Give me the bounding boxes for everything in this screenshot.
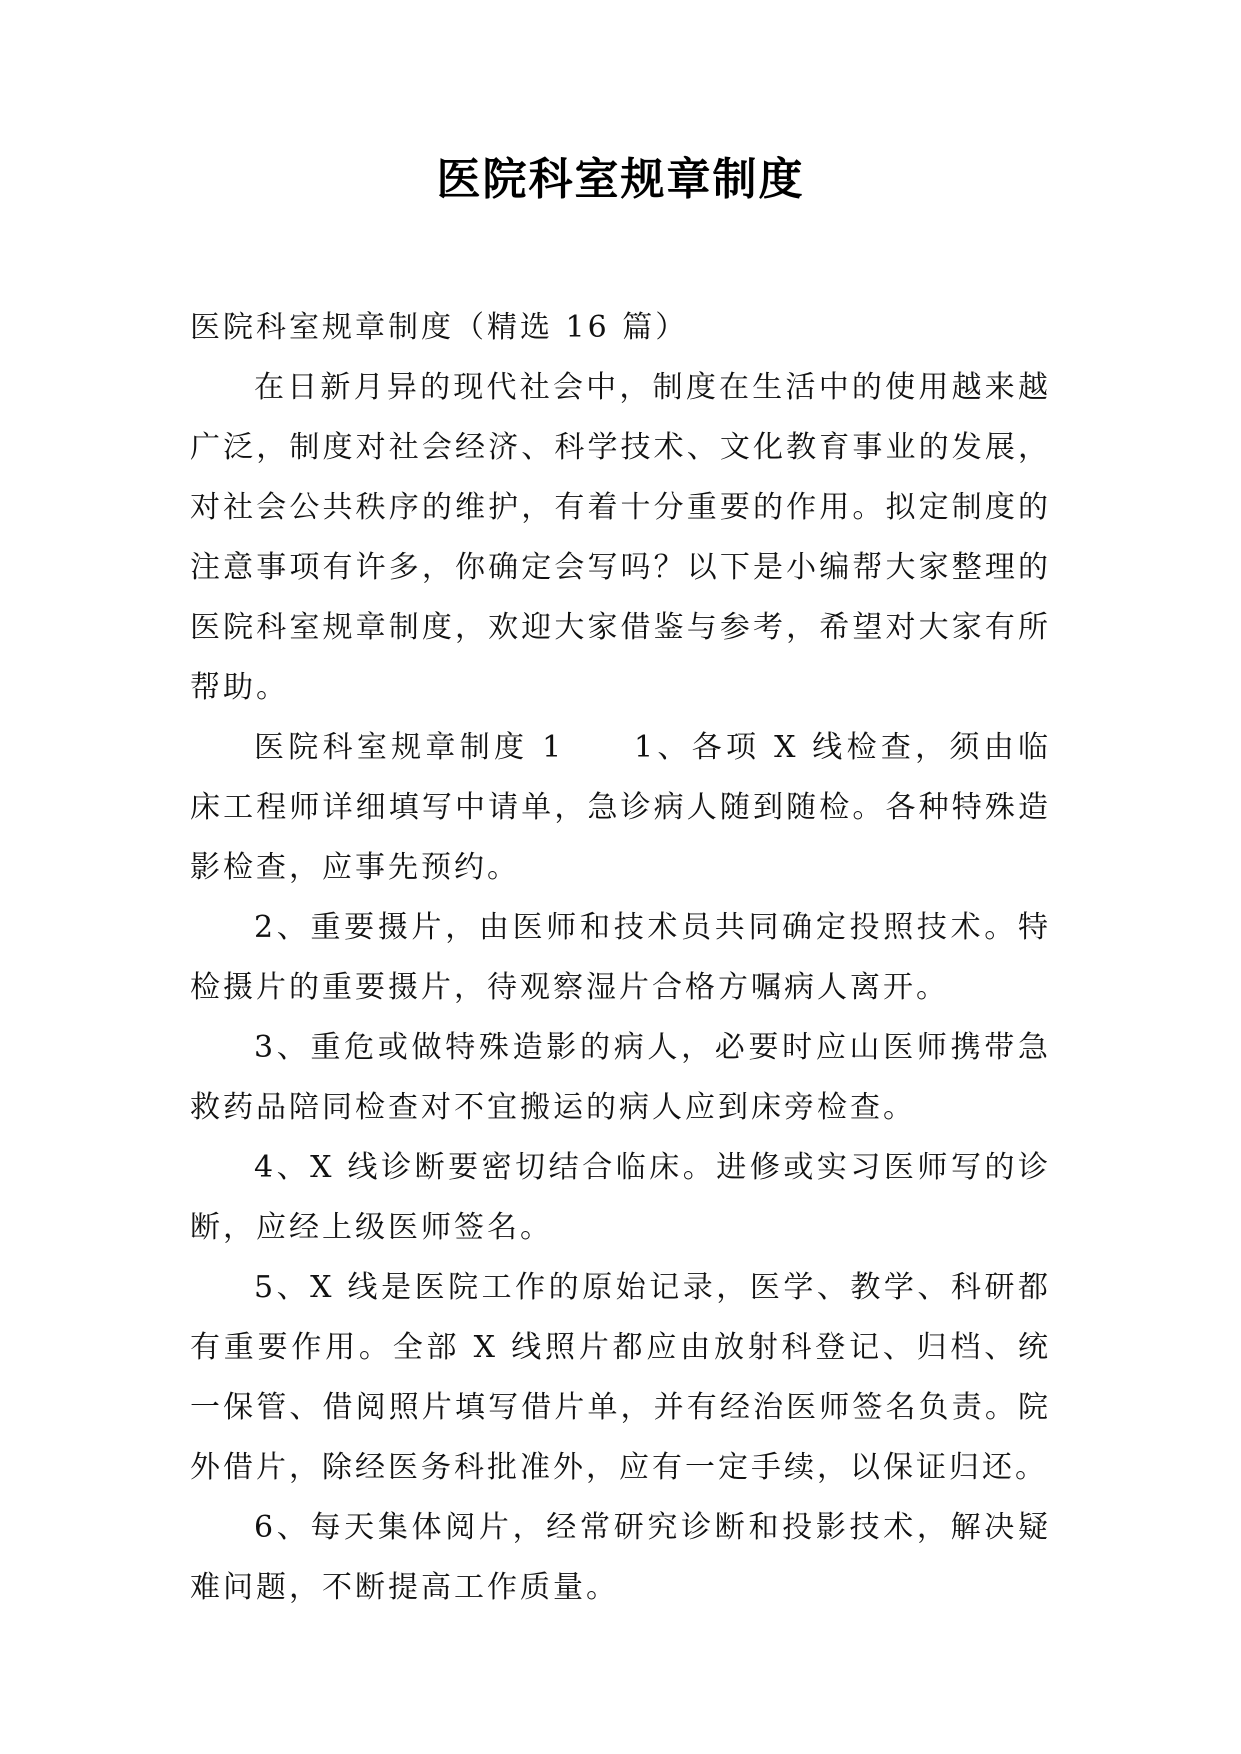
rule-paragraph-6: 6、每天集体阅片，经常研究诊断和投影技术，解决疑难问题，不断提高工作质量。 [190, 1510, 1051, 1605]
rule-paragraph-1: 医院科室规章制度 1 1、各项 X 线检查，须由临床工程师详细填写中请单，急诊病人随到随检。各种特殊造影检查，应事先预约。 [190, 730, 1051, 885]
document-title: 医院科室规章制度 [436, 154, 805, 205]
intro-paragraph: 在日新月异的现代社会中，制度在生活中的使用越来越广泛，制度对社会经济、科学技术、文化教育事业的发展，对社会公共秩序的维护，有着十分重要的作用。拟定制度的注意事项有许多，你确定会写吗？以下是小编帮大家整理的医院科室规章制度，欢迎大家借鉴与参考，希望对大家有所帮助。 [190, 370, 1051, 705]
document-body [190, 298, 1051, 1618]
rule-paragraph-2: 2、重要摄片，由医师和技术员共同确定投照技术。特检摄片的重要摄片，待观察湿片合格方嘱病人离开。 [190, 910, 1051, 1005]
rule-paragraph-5: 5、X 线是医院工作的原始记录，医学、教学、科研都有重要作用。全部 X 线照片都应由放射科登记、归档、统一保管、借阅照片填写借片单，并有经治医师签名负责。院外借片，除经医务科批准外，应有一定手续，以保证归还。 [190, 1270, 1051, 1485]
rule-paragraph-3: 3、重危或做特殊造影的病人，必要时应山医师携带急救药品陪同检查对不宜搬运的病人应到床旁检查。 [190, 1030, 1051, 1125]
rule-paragraph-4: 4、X 线诊断要密切结合临床。进修或实习医师写的诊断，应经上级医师签名。 [190, 1150, 1051, 1245]
document-subtitle: 医院科室规章制度（精选 16 篇） [190, 310, 689, 345]
